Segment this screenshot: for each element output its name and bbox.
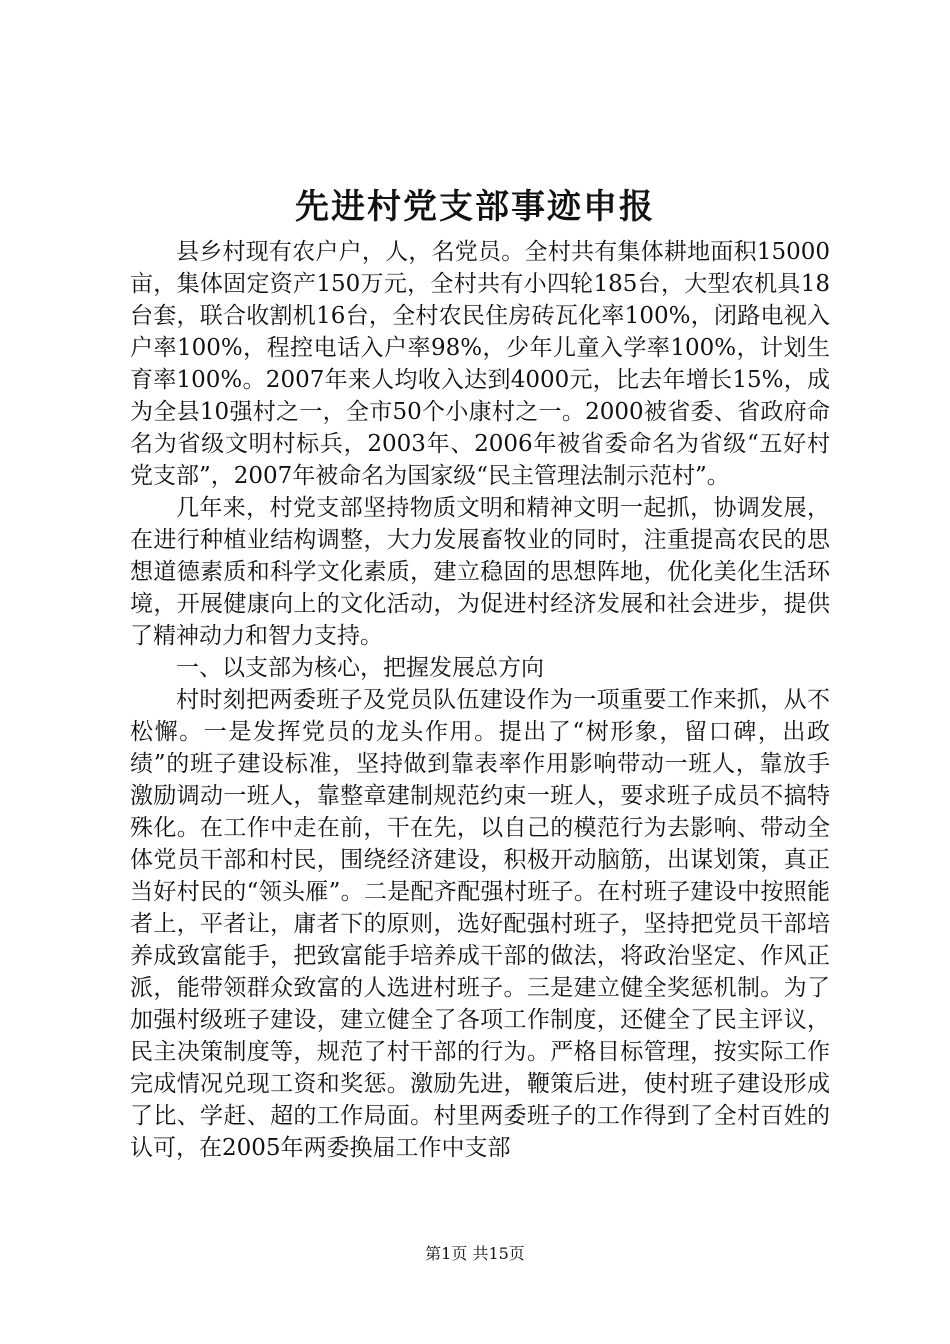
document-title: 先进村党支部事迹申报 xyxy=(295,187,655,227)
document-body xyxy=(130,236,830,1164)
section-heading-1: 一、以支部为核心，把握发展总方向 xyxy=(176,655,544,681)
paragraph-team-building: 村时刻把两委班子及党员队伍建设作为一项重要工作来抓，从不松懈。一是发挥党员的龙头作用。提出了“树形象，留口碑，出政绩”的班子建设标准，坚持做到靠表率作用影响带动一班人，靠放手激励调动一班人，靠整章建制规范约束一班人，要求班子成员不搞特殊化。在工作中走在前，干在先，以自己的模范行为去影响、带动全体党员干部和村民，围绕经济建设，积极开动脑筋，出谋划策，真正当好村民的“领头雁”。二是配齐配强村班子。在村班子建设中按照能者上，平者让，庸者下的原则，选好配强村班子，坚持把党员干部培养成致富能手，把致富能手培养成干部的做法，将政治坚定、作风正派，能带领群众致富的人选进村班子。三是建立健全奖惩机制。为了加强村级班子建设，建立健全了各项工作制度，还健全了民主评议，民主决策制度等，规范了村干部的行为。严格目标管理，按实际工作完成情况兑现工资和奖惩。激励先进，鞭策后进，使村班子建设形成了比、学赶、超的工作局面。村里两委班子的工作得到了全村百姓的认可，在2005年两委换届工作中支部 xyxy=(130,687,830,1161)
paragraph-village-overview: 县乡村现有农户户，人，名党员。全村共有集体耕地面积15000亩，集体固定资产150万元，全村共有小四轮185台，大型农机具18台套，联合收割机16台，全村农民住房砖瓦化率100%，闭路电视入户率100%，程控电话入户率98%，少年儿童入学率100%，计划生育率100%。2007年来人均收入达到4000元，比去年增长15%，成为全县10强村之一，全市50个小康村之一。2000被省委、省政府命名为省级文明村标兵，2003年、2006年被省委命名为省级“五好村党支部”，2007年被命名为国家级“民主管理法制示范村”。 xyxy=(130,239,830,489)
page-number-footer: 第1页 共15页 xyxy=(425,1244,525,1263)
paragraph-civilization-development: 几年来，村党支部坚持物质文明和精神文明一起抓，协调发展，在进行种植业结构调整，大力发展畜牧业的同时，注重提高农民的思想道德素质和科学文化素质，建立稳固的思想阵地，优化美化生活环境，开展健康向上的文化活动，为促进村经济发展和社会进步，提供了精神动力和智力支持。 xyxy=(130,495,830,649)
